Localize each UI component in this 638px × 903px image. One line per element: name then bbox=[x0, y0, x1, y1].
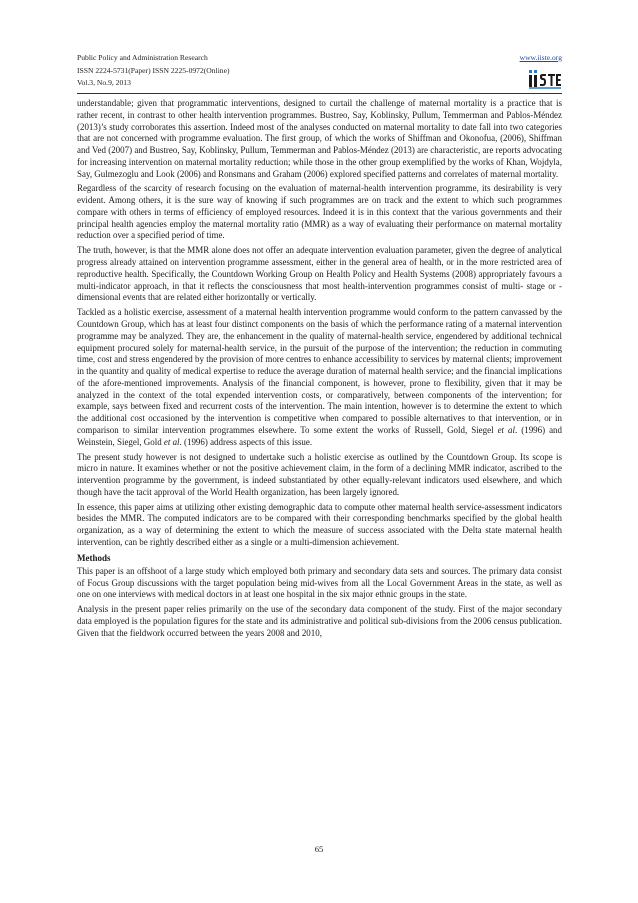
paragraph-4-end: . (1996) address aspects of this issue. bbox=[179, 436, 313, 447]
journal-title: Public Policy and Administration Research bbox=[77, 53, 208, 62]
paragraph-2: Regardless of the scarcity of research focusing on the evaluation of maternal-health intervention programme, its desirability is very evident. Among others, it is the sure way of knowing if such programmes are on track and the extent to which such programmes compare with others in terms of efficiency of employed resources. Indeed it is in this context that the various governments and their principal health agencies employ the maternal mortality ratio (MMR) as a way of evaluating their performance on maternal mortality reduction over a specified period of time. bbox=[77, 183, 562, 241]
article-body bbox=[77, 98, 562, 643]
paragraph-4-text: Tackled as a holistic exercise, assessment of a maternal health intervention programme would conform to the pattern canvassed by the Countdown Group, which has at least four distinct components on the basis of which the performance rating of a maternal intervention programme may be analyzed. They are, the enhancement in the quality of maternal-health service, engendered by additional technical equipment procured solely for maternal-health service, in the pursuit of the purpose of the intervention; the reduction in commuting time, cost and stress engendered by the provision of more centres to enhance accessibility to services by maternal clients; improvement in the quantity and quality of medical expertise to reduce the average duration of maternal health service; and the financial implications of the afore-mentioned improvements. Analysis of the financial component, is however, prone to flexibility, given that it may be analyzed in the context of the total expended intervention costs, or comparatively, between components of the intervention; for example, says between fixed and recurrent costs of the intervention. The main intention, however is to determine the extent to which the additional cost occasioned by the intervention is competitive when compared to possible alternatives to that intervention, or in comparison to similar intervention programmes elsewhere. To some extent the works of Russell, Gold, Siegel bbox=[77, 307, 562, 435]
issn-line: ISSN 2224-5731(Paper) ISSN 2225-0972(Online) bbox=[77, 65, 230, 75]
iiste-logo-mark bbox=[528, 67, 562, 90]
paragraph-4 bbox=[77, 307, 562, 448]
paragraph-3: The truth, however, is that the MMR alone does not offer an adequate intervention evaluation parameter, given the degree of analytical progress already attained on intervention programme assessment, either in the general area of health, or in the more restricted area of reproductive health. Specifically, the Countdown Working Group on Health Policy and Health Systems (2008) appropriately favours a multi-indicator approach, in that it reflects the consciousness that most health-intervention programmes consist of multi- stage or -dimensional events that are related either horizontally or vertically. bbox=[77, 245, 562, 303]
paragraph-4-mid: . (1996) and Weinstein, Siegel, Gold bbox=[77, 424, 562, 447]
paragraph-6: In essence, this paper aims at utilizing other existing demographic data to compute other maternal health service-assessment indicators besides the MMR. The computed indicators are to be compared with their corresponding benchmarks specified by the global health organization, as a way of determining the extent to which the measure of success associated with the Delta state maternal health intervention, can be rightly described either as a single or a multi-dimension achievement. bbox=[77, 501, 562, 547]
paragraph-8: Analysis in the present paper relies primarily on the use of the secondary data component of the study. First of the major secondary data employed is the population figures for the state and its administrative and political sub-divisions from the 2006 census publication. Given that the fieldwork occurred between the years 2008 and 2010, bbox=[77, 604, 563, 638]
iiste-logo bbox=[528, 67, 562, 90]
page-header bbox=[77, 52, 562, 90]
header-divider bbox=[77, 93, 562, 94]
et-al-1: et al bbox=[497, 424, 515, 435]
journal-url-link[interactable]: www.iiste.org bbox=[519, 53, 562, 62]
page-number: 65 bbox=[314, 844, 324, 854]
methods-heading: Methods bbox=[77, 552, 111, 563]
paragraph-1: understandable; given that programmatic interventions, designed to curtail the challenge of maternal mortality is a practice that is rather recent, in contrast to other health intervention programmes. Bustreo, Say, Koblinsky, Pullum, Temmerman and Pablos-Méndez (2013)’s study corroborates this assertion. Indeed most of the analyses conducted on maternal mortality to date fall into two categories that are not concerned with programme evaluation. The first group, of which the works of Shiffman and Okonofua, (2006), Shiffman and Ved (2007) and Bustreo, Say, Koblinsky, Pullum, Temmerman and Pablos-Méndez (2013) are characteristic, are reports advocating for increasing intervention on maternal mortality reduction; while those in the other group exemplified by the works of Khan, Wojdyla, Say, Gulmezoglu and Look (2006) and Ronsmans and Graham (2006) explored specified patterns and correlates of maternal mortality. bbox=[77, 98, 562, 179]
et-al-2: et al bbox=[163, 436, 180, 447]
volume-line: Vol.3, No.9, 2013 bbox=[77, 78, 131, 87]
paragraph-5: The present study however is not designed to undertake such a holistic exercise as outlined by the Countdown Group. Its scope is micro in nature. It examines whether or not the positive achievement claim, in the form of a declining MMR indicator, ascribed to the intervention programme by the government, is indeed substantiated by other equally-relevant indicators used elsewhere, and which though have the tacit approval of the World Health organization, has been largely ignored. bbox=[77, 451, 562, 497]
paragraph-7: This paper is an offshoot of a large study which employed both primary and secondary data sets and sources. The primary data consist of Focus Group discussions with the target population being mid-wives from all the Local Government Areas in the state, as well as one on one interviews with medical doctors in at least one hospital in the six major ethnic groups in the state. bbox=[77, 565, 562, 600]
